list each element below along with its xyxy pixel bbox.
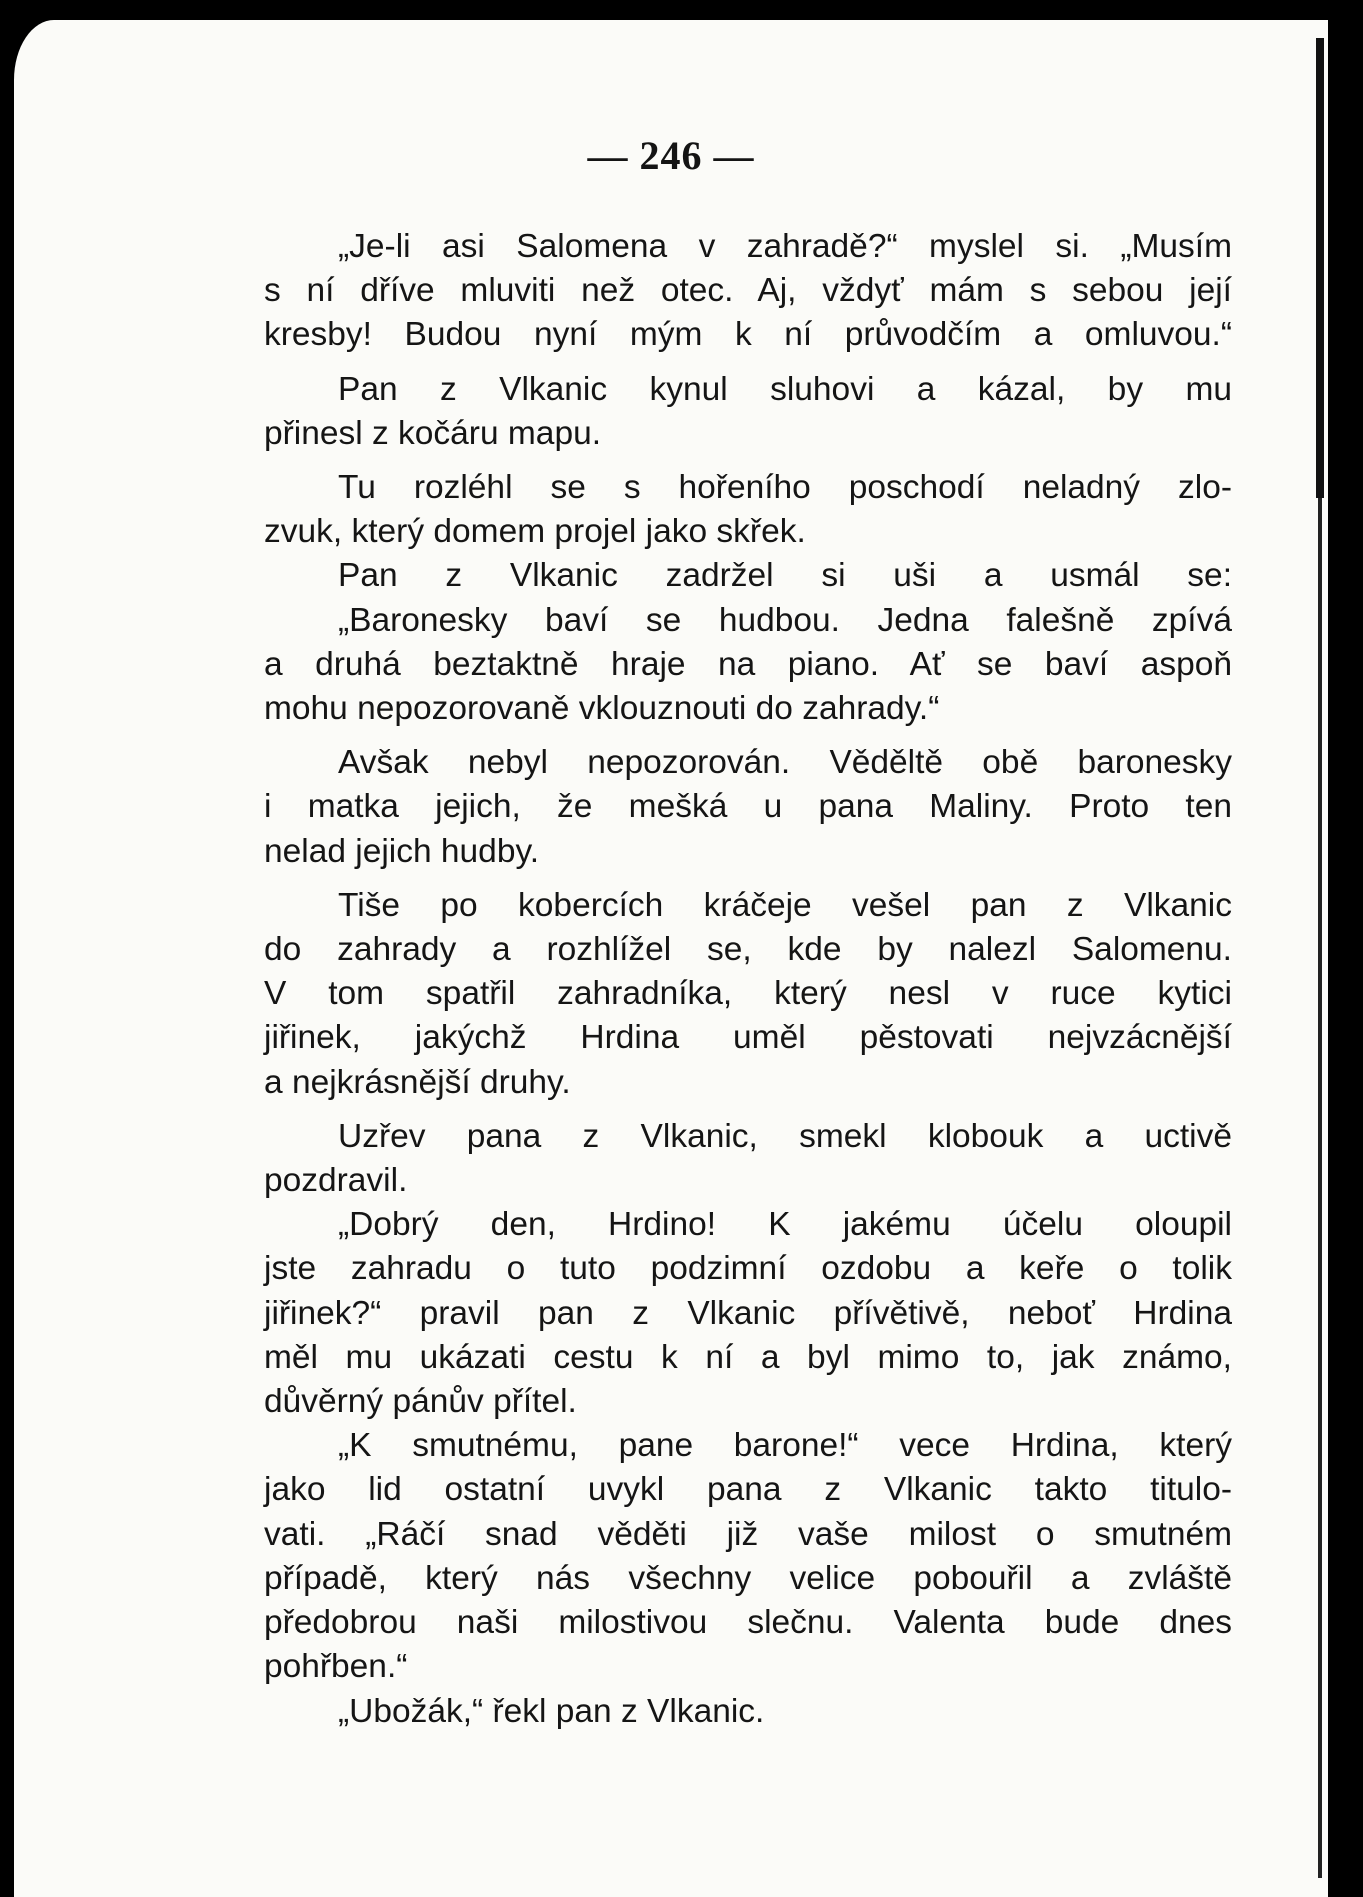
- text-line: „K smutnému, pane barone!“ vece Hrdina, který: [338, 1427, 1232, 1465]
- paragraph: [264, 741, 1232, 874]
- text-line: kresby! Budou nyní mým k ní průvodčím a omluvou.“: [264, 316, 1232, 354]
- paragraph: [264, 466, 1232, 554]
- paragraph: [264, 1203, 1232, 1424]
- text-line: jiřinek, jakýchž Hrdina uměl pěstovati nejvzácnější: [264, 1019, 1232, 1057]
- text-line: případě, který nás všechny velice pobouřil a zvláště: [264, 1559, 1232, 1597]
- text-line: pohřben.“: [264, 1648, 408, 1686]
- text-line: a nejkrásnější druhy.: [264, 1063, 571, 1101]
- text-line: mohu nepozorovaně vklouznouti do zahrady.“: [264, 690, 940, 728]
- body-text: [264, 225, 1232, 1734]
- text-line: pozdravil.: [264, 1162, 408, 1200]
- text-line: jste zahradu o tuto podzimní ozdobu a keře o tolik: [264, 1250, 1232, 1288]
- paragraph: [264, 1115, 1232, 1203]
- text-line: „Dobrý den, Hrdino! K jakému účelu oloupil: [338, 1206, 1232, 1244]
- text-line: zvuk, který domem projel jako skřek.: [264, 513, 806, 551]
- text-line: Uzřev pana z Vlkanic, smekl klobouk a uctivě: [338, 1117, 1232, 1155]
- text-line: Tu rozléhl se s hořeního poschodí neladný zlo-: [338, 469, 1232, 507]
- text-line: měl mu ukázati cestu k ní a byl mimo to, jak známo,: [264, 1338, 1232, 1376]
- text-line: a druhá beztaktně hraje na piano. Ať se baví aspoň: [264, 645, 1232, 683]
- text-line: Pan z Vlkanic kynul sluhovi a kázal, by mu: [338, 370, 1232, 408]
- text-line: jako lid ostatní uvykl pana z Vlkanic takto titulo-: [264, 1471, 1232, 1509]
- paragraph: [264, 599, 1232, 732]
- text-line: V tom spatřil zahradníka, který nesl v ruce kytici: [264, 975, 1232, 1013]
- book-page: [14, 20, 1328, 1897]
- text-line: Avšak nebyl nepozorován. Věděltě obě baronesky: [338, 744, 1232, 782]
- paragraph: [264, 884, 1232, 1105]
- paragraph: [264, 225, 1232, 358]
- text-line: jiřinek?“ pravil pan z Vlkanic přívětivě, neboť Hrdina: [264, 1294, 1232, 1332]
- text-line: Pan z Vlkanic zadržel si uši a usmál se:: [338, 557, 1232, 595]
- text-line: do zahrady a rozhlížel se, kde by nalezl Salomenu.: [264, 931, 1232, 969]
- binding-edge-lower: [1318, 498, 1322, 1878]
- paragraph: [264, 1690, 1232, 1734]
- paragraph: [264, 1424, 1232, 1689]
- paragraph: [264, 368, 1232, 456]
- page-number: — 246 —: [587, 133, 755, 178]
- text-line: důvěrný pánův přítel.: [264, 1383, 577, 1421]
- binding-edge: [1316, 38, 1324, 498]
- paragraph: [264, 554, 1232, 598]
- text-line: i matka jejich, že mešká u pana Maliny. Proto ten: [264, 788, 1232, 826]
- text-line: vati. „Ráčí snad věděti již vaše milost o smutném: [264, 1515, 1232, 1553]
- text-line: Tiše po kobercích kráčeje vešel pan z Vlkanic: [338, 886, 1232, 924]
- text-line: s ní dříve mluviti než otec. Aj, vždyť mám s sebou její: [264, 272, 1232, 310]
- text-line: přinesl z kočáru mapu.: [264, 414, 602, 452]
- text-line: „Je-li asi Salomena v zahradě?“ myslel si. „Musím: [338, 228, 1232, 265]
- text-line: nelad jejich hudby.: [264, 832, 540, 870]
- text-line: „Ubožák,“ řekl pan z Vlkanic.: [338, 1692, 765, 1730]
- text-line: předobrou naši milostivou slečnu. Valenta bude dnes: [264, 1604, 1232, 1642]
- text-line: „Baronesky baví se hudbou. Jedna falešně zpívá: [338, 601, 1232, 639]
